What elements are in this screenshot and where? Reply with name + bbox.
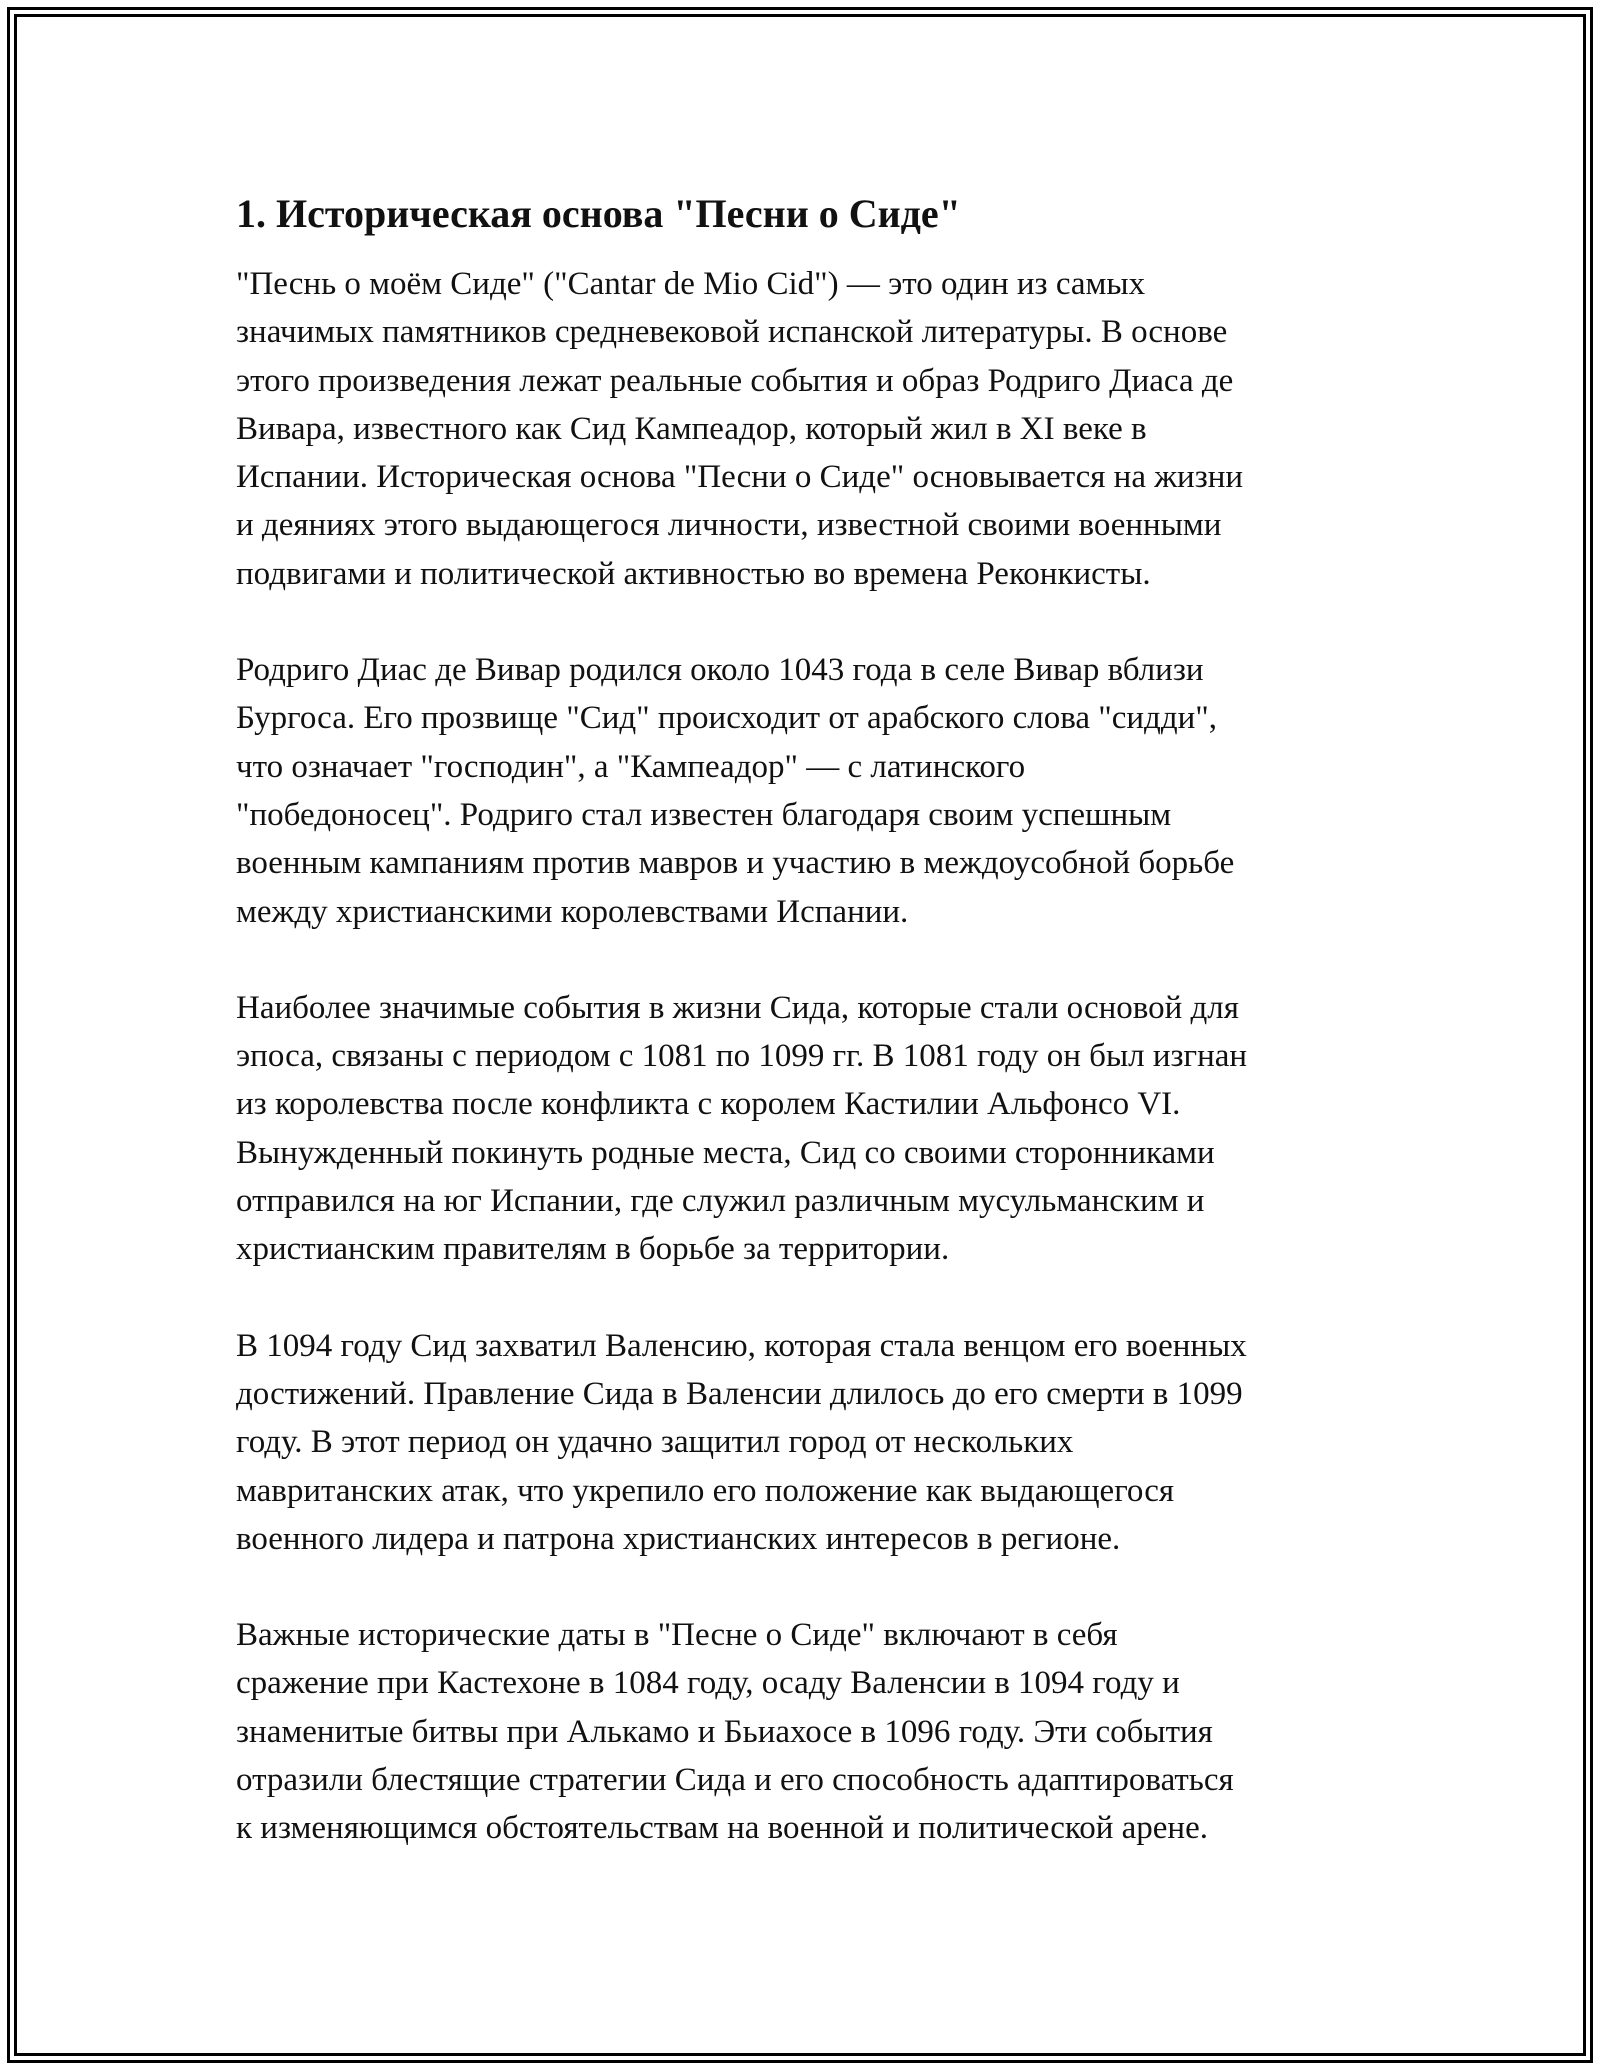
text-line: военного лидера и патрона христианских интересов в регионе. [236, 1520, 1121, 1557]
text-line: христианским правителям в борьбе за территории. [236, 1231, 950, 1268]
text-line: военным кампаниям против мавров и участию в междоусобной борьбе [236, 845, 1235, 882]
text-line: подвигами и политической активностью во времена Реконкисты. [236, 555, 1151, 592]
text-line: знаменитые битвы при Алькамо и Бьиахосе в 1096 году. Эти события [236, 1713, 1213, 1750]
text-line: сражение при Кастехоне в 1084 году, осаду Валенсии в 1094 году и [236, 1665, 1180, 1702]
paragraph-4 [236, 1322, 1376, 1563]
text-line: В 1094 году Сид захватил Валенсию, которая стала венцом его военных [236, 1327, 1247, 1364]
text-line: мавританских атак, что укрепило его положение как выдающегося [236, 1472, 1175, 1509]
paragraph-1 [236, 260, 1376, 598]
text-line: "победоносец". Родриго стал известен благодаря своим успешным [236, 796, 1172, 833]
text-line: отправился на юг Испании, где служил различным мусульманским и [236, 1183, 1205, 1220]
text-line: из королевства после конфликта с королем Кастилии Альфонсо VI. [236, 1086, 1181, 1123]
text-line: Важные исторические даты в "Песне о Сиде" включают в себя [236, 1617, 1118, 1654]
text-line: что означает "господин", а "Кампеадор" — с латинского [236, 748, 1026, 785]
text-line: году. В этот период он удачно защитил город от нескольких [236, 1424, 1074, 1461]
text-line: Вынужденный покинуть родные места, Сид со своими сторонниками [236, 1134, 1215, 1171]
text-line: Наиболее значимые события в жизни Сида, которые стали основой для [236, 989, 1239, 1026]
paragraph-3 [236, 984, 1376, 1274]
text-line: и деяниях этого выдающегося личности, известной своими военными [236, 507, 1222, 544]
document-page [236, 190, 1376, 1901]
text-line: значимых памятников средневековой испанской литературы. В основе [236, 314, 1228, 351]
text-line: Бургоса. Его прозвище "Сид" происходит от арабского слова "сидди", [236, 700, 1218, 737]
text-line: между христианскими королевствами Испании. [236, 893, 909, 930]
text-line: к изменяющимся обстоятельствам на военной и политической арене. [236, 1810, 1208, 1847]
text-line: Вивара, известного как Сид Кампеадор, который жил в XI веке в [236, 410, 1147, 447]
text-line: отразили блестящие стратегии Сида и его способность адаптироваться [236, 1762, 1234, 1799]
text-line: Испании. Историческая основа "Песни о Сиде" основывается на жизни [236, 459, 1244, 496]
text-line: эпоса, связаны с периодом с 1081 по 1099 гг. В 1081 году он был изгнан [236, 1038, 1248, 1075]
section-heading: 1. Историческая основа "Песни о Сиде" [236, 191, 961, 236]
text-line: достижений. Правление Сида в Валенсии длилось до его смерти в 1099 [236, 1375, 1243, 1412]
text-line: "Песнь о моём Сиде" ("Cantar de Mio Cid") — это один из самых [236, 266, 1146, 302]
paragraph-5 [236, 1611, 1376, 1852]
text-line: Родриго Диас де Вивар родился около 1043 года в селе Вивар вблизи [236, 652, 1204, 689]
paragraph-2 [236, 646, 1376, 936]
text-line: этого произведения лежат реальные события и образ Родриго Диаса де [236, 362, 1234, 399]
